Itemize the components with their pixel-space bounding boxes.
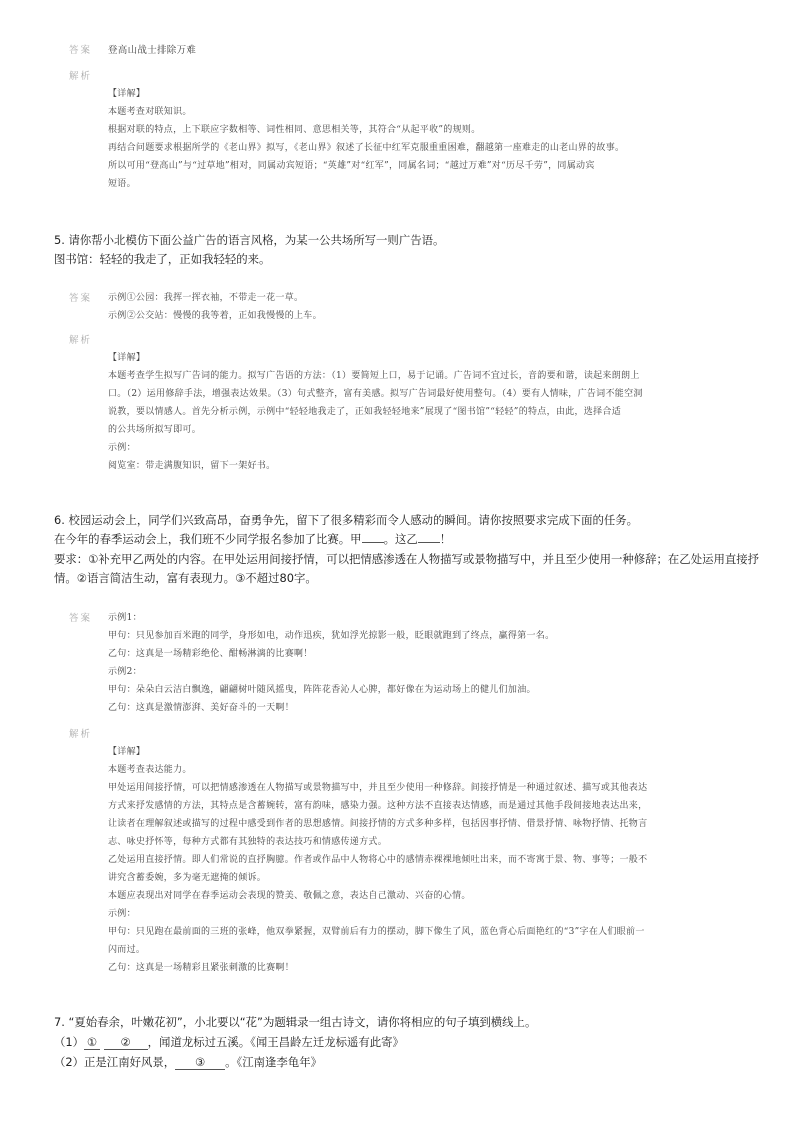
- analysis-line: 闪而过。: [108, 945, 146, 955]
- analysis-line: 甲句：只见跑在最前面的三班的张峰，他双拳紧握，双臂前后有力的摆动，脚下像生了风，蓝色背心后面艳红的“3”字在人们眼前一: [108, 927, 645, 937]
- blank-yi[interactable]: [418, 542, 440, 543]
- answer-line: 甲句：朵朵白云洁白飘逸，翩翩树叶随风摇曳，阵阵花香沁人心脾，都好像在为运动场上的健儿们加油。: [108, 685, 536, 695]
- blank-jia[interactable]: [362, 542, 384, 543]
- analysis-line: 根据对联的特点，上下联应字数相等、词性相同、意思相关等，其符合“从起平收”的规则。: [108, 125, 481, 135]
- analysis-line: 口。（2）运用修辞手法，增强表达效果。（3）句式整齐，富有美感。拟写广告词最好使用整句。（4）要有人情味，广告词不能空洞: [108, 389, 643, 399]
- analysis-line: 示例：: [108, 443, 136, 453]
- context-text: 。这乙: [383, 532, 418, 546]
- blank-2[interactable]: ②: [104, 1035, 148, 1050]
- analysis-label: 解析: [69, 335, 93, 346]
- analysis-line: 本题考查学生拟写广告词的能力。拟写广告语的方法：（1）要简短上口，易于记诵。广告词不宜过长，音韵要和谐，读起来朗朗上: [108, 371, 640, 381]
- blank-3[interactable]: ③: [175, 1055, 225, 1070]
- question-6-context: [54, 531, 451, 547]
- answer-line: 示例②公交站：慢慢的我等着，正如我慢慢的上车。: [108, 311, 322, 321]
- question-7-prompt: 7. “夏始春余，叶嫩花初”，小北要以“花”为题辑录一组古诗文，请你将相应的句子填到横线上。: [54, 1015, 537, 1029]
- context-text: ！: [439, 532, 452, 546]
- question-6-requirement: 情。②语言简洁生动，富有表现力。③不超过80字。: [54, 571, 317, 585]
- analysis-line: 【详解】: [108, 353, 146, 363]
- analysis-label: 解析: [69, 71, 93, 82]
- analysis-line: 【详解】: [108, 747, 146, 757]
- analysis-line: 乙处运用直接抒情。即人们常说的直抒胸臆。作者或作品中人物将心中的感情赤裸裸地倾吐出来，而不寄寓于景、物、事等；一般不: [108, 855, 648, 865]
- analysis-line: 本题考查表达能力。: [108, 765, 192, 775]
- answer-line: 示例2：: [108, 667, 142, 677]
- item-text: ，闻道龙标过五溪。《闻王昌龄左迁龙标遥有此寄》: [147, 1035, 404, 1049]
- question-5-prompt: 5. 请你帮小北模仿下面公益广告的语言风格，为某一公共场所写一则广告语。: [54, 233, 445, 247]
- answer-text: 登高山战士排除万难: [108, 45, 197, 56]
- analysis-line: 本题应表现出对同学在春季运动会表现的赞美、敬佩之意，表达自己激动、兴奋的心情。: [108, 891, 471, 901]
- analysis-line: 示例：: [108, 909, 136, 919]
- answer-line: 乙句：这真是激情澎湃、美好奋斗的一天啊！: [108, 703, 295, 713]
- analysis-line: 【详解】: [108, 89, 146, 99]
- analysis-line: 方式来抒发感情的方法，其特点是含蓄婉转，富有韵味，感染力强。这种方法不直接表达情感，而是通过其他手段间接地表达出来，: [108, 801, 648, 811]
- analysis-line: 志、咏史抒怀等，每种方式都有其独特的表达技巧和情感传递方式。: [108, 837, 388, 847]
- question-7-item-2: [54, 1054, 322, 1070]
- analysis-line: 甲处运用间接抒情，可以把情感渗透在人物描写或景物描写中，并且至少使用一种修辞。间接抒情是一种通过叙述、描写或其他表达: [108, 783, 648, 793]
- analysis-line: 乙句：这真是一场精彩且紧张刺激的比赛啊！: [108, 963, 295, 973]
- answer-line: 甲句：只见参加百米跑的同学，身形如电，动作迅疾，犹如浮光掠影一般，眨眼就跑到了终点，赢得第一名。: [108, 631, 555, 641]
- question-6-prompt: 6. 校园运动会上，同学们兴致高昂，奋勇争先，留下了很多精彩而令人感动的瞬间。请你按照要求完成下面的任务。: [54, 513, 639, 527]
- context-text: 在今年的春季运动会上，我们班不少同学报名参加了比赛。甲: [54, 532, 362, 546]
- answer-line: 乙句：这真是一场精彩绝伦、酣畅淋漓的比赛啊！: [108, 649, 313, 659]
- analysis-line: 再结合问题要求根据所学的《老山界》拟写，《老山界》叙述了长征中红军克服重重困难，翻越第一座难走的山老山界的故事。: [108, 143, 625, 153]
- answer-label: 答案: [69, 293, 93, 304]
- item-text: 。《江南逢李龟年》: [225, 1055, 322, 1069]
- question-7-item-1: [54, 1034, 404, 1050]
- answer-line: 示例1：: [108, 613, 142, 623]
- analysis-line: 让读者在理解叙述或描写的过程中感受到作者的思想感情。间接抒情的方式多种多样，包括因事抒情、借景抒情、咏物抒情、托物言: [108, 819, 648, 829]
- analysis-line: 讲究含蓄委婉，多为毫无遮掩的倾诉。: [108, 873, 267, 883]
- answer-label: 答案: [69, 45, 93, 56]
- blank-1[interactable]: ①: [84, 1035, 100, 1050]
- analysis-line: 阅览室：带走满腹知识，留下一架好书。: [108, 461, 276, 471]
- item-text: （2）正是江南好风景，: [54, 1055, 176, 1069]
- answer-line: 示例①公园：我挥一挥衣袖，不带走一花一草。: [108, 293, 304, 303]
- analysis-line: 的公共场所拟写即可。: [108, 425, 202, 435]
- analysis-line: 短语。: [108, 179, 136, 189]
- item-number: （1）: [54, 1035, 85, 1049]
- question-5-example: 图书馆：轻轻的我走了，正如我轻轻的来。: [54, 252, 271, 266]
- analysis-label: 解析: [69, 729, 93, 740]
- analysis-line: 本题考查对联知识。: [108, 107, 192, 117]
- analysis-line: 所以可用“登高山”与“过草地”相对，同属动宾短语；“英雄”对“红军”，同属名词；“越过万难”对“历尽千劳”，同属动宾: [108, 161, 595, 171]
- analysis-line: 说教，要以情感人。首先分析示例，示例中“轻轻地我走了，正如我轻轻地来”展现了“图书馆”“轻轻”的特点，由此，选择合适: [108, 407, 622, 417]
- question-6-requirement: 要求：①补充甲乙两处的内容。在甲处运用间接抒情，可以把情感渗透在人物描写或景物描写中，并且至少使用一种修辞；在乙处运用直接抒: [54, 552, 760, 566]
- answer-label: 答案: [69, 613, 93, 624]
